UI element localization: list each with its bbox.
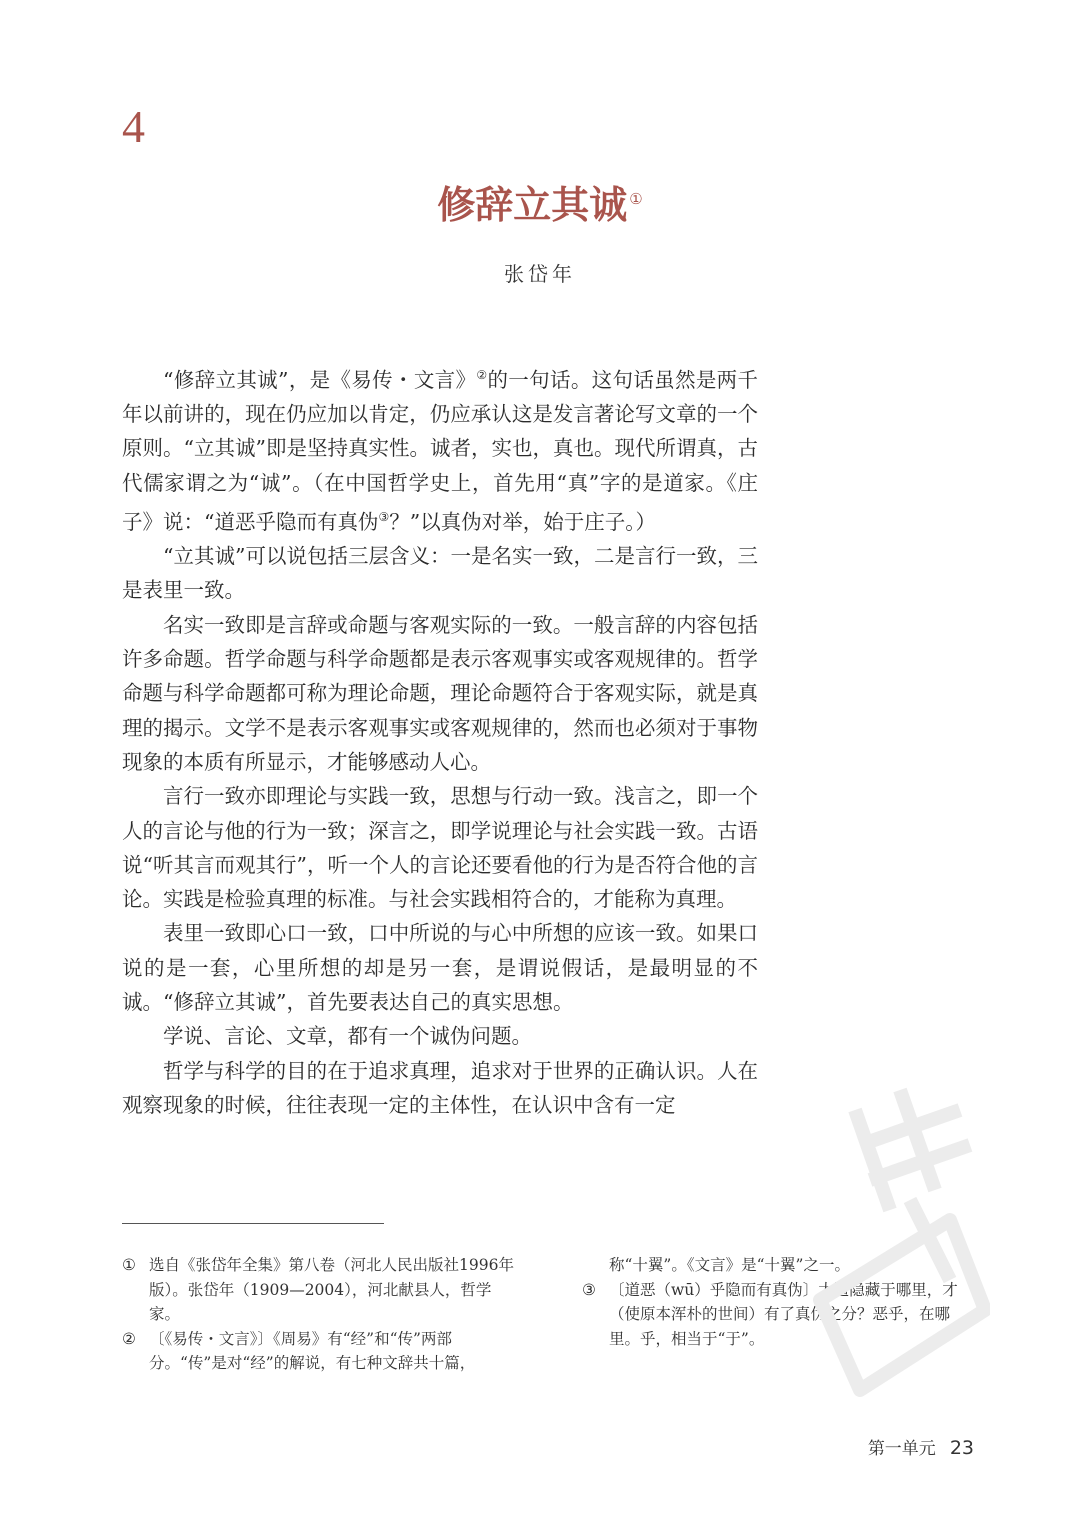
paragraph-6: 学说、言论、文章，都有一个诚伪问题。 [163,1024,532,1049]
lesson-number: 4 [122,101,145,152]
footnote-2 [122,1327,520,1376]
author: 张岱年 [504,262,576,286]
footnote-number: ② [122,1329,136,1348]
page-title [0,184,1080,226]
footnote-text: 选自《张岱年全集》第八卷（河北人民出版社1996年版）。张岱年（1909—2004），河北献县人，哲学家。 [149,1256,514,1323]
paragraph-3: 名实一致即是言辞或命题与客观实际的一致。一般言辞的内容包括许多命题。哲学命题与科学命题都是表示客观事实或客观规律的。哲学命题与科学命题都可称为理论命题，理论命题符合于客观实际，就是真理的揭示。文学不是表示客观事实或客观规律的，然而也必须对于事物现象的本质有所显示，才能够感动人心。 [122,612,758,774]
footnote-text: 〔道恶（wū）乎隐而有真伪〕大道隐藏于哪里，才（使原本浑朴的世间）有了真伪之分？恶乎，在哪里。乎，相当于“于”。 [609,1280,958,1348]
footnote-mark: ② [476,368,488,382]
article-body [122,358,758,1122]
paragraph-5: 表里一致即心口一致，口中所说的与心中所想的应该一致。如果口说的是一套，心里所想的却是另一套，是谓说假话，是最明显的不诚。“修辞立其诚”，首先要表达自己的真实思想。 [122,921,758,1014]
page-number: 23 [949,1437,974,1459]
footnotes-left-column [122,1253,520,1376]
paragraph-1 [122,358,758,539]
page-footer [868,1434,974,1459]
footnote-text: 〔《易传・文言》〕《周易》有“经”和“传”两部分。“传”是对“经”的解说，有七种文辞共十篇， [149,1329,476,1372]
title-text: 修辞立其诚 [437,182,628,227]
unit-label: 第一单元 [867,1439,936,1459]
footnote-2-continued: 称“十翼”。《文言》是“十翼”之一。 [609,1256,850,1274]
footnote-number: ③ [582,1280,596,1299]
paragraph-2: “立其诚”可以说包括三层含义：一是名实一致，二是言行一致，三是表里一致。 [122,544,758,603]
paragraph-text: ？”以真伪对举，始于庄子。） [389,509,656,534]
paragraph-text: 的一句话。这句话虽然是两千年以前讲的，现在仍应加以肯定，仍应承认这是发言著论写文章的一个原则。“立其诚”即是坚持真实性。诚者，实也，真也。现代所谓真，古代儒家谓之为“诚”。（在中国哲学史上，首先用“真”字的是道家。《庄子》说：“道恶乎隐而有真伪 [122,367,759,534]
paragraph-7: 哲学与科学的目的在于追求真理，追求对于世界的正确认识。人在观察现象的时候，往往表现一定的主体性，在认识中含有一定 [122,1058,758,1117]
footnote-divider [122,1223,384,1224]
paragraph-4: 言行一致亦即理论与实践一致，思想与行动一致。浅言之，即一个人的言论与他的行为一致；深言之，即学说理论与社会实践一致。古语说“听其言而观其行”，听一个人的言论还要看他的行为是否符合他的言论。实践是检验真理的标准。与社会实践相符合的，才能称为真理。 [122,784,758,912]
publisher-watermark-icon [760,1050,990,1410]
paragraph-text: “修辞立其诚”，是《易传・文言》 [163,367,477,392]
footnote-1 [122,1253,520,1327]
title-footnote-mark: ① [629,190,643,209]
footnote-mark: ③ [378,510,390,525]
footnote-number: ① [122,1256,136,1274]
